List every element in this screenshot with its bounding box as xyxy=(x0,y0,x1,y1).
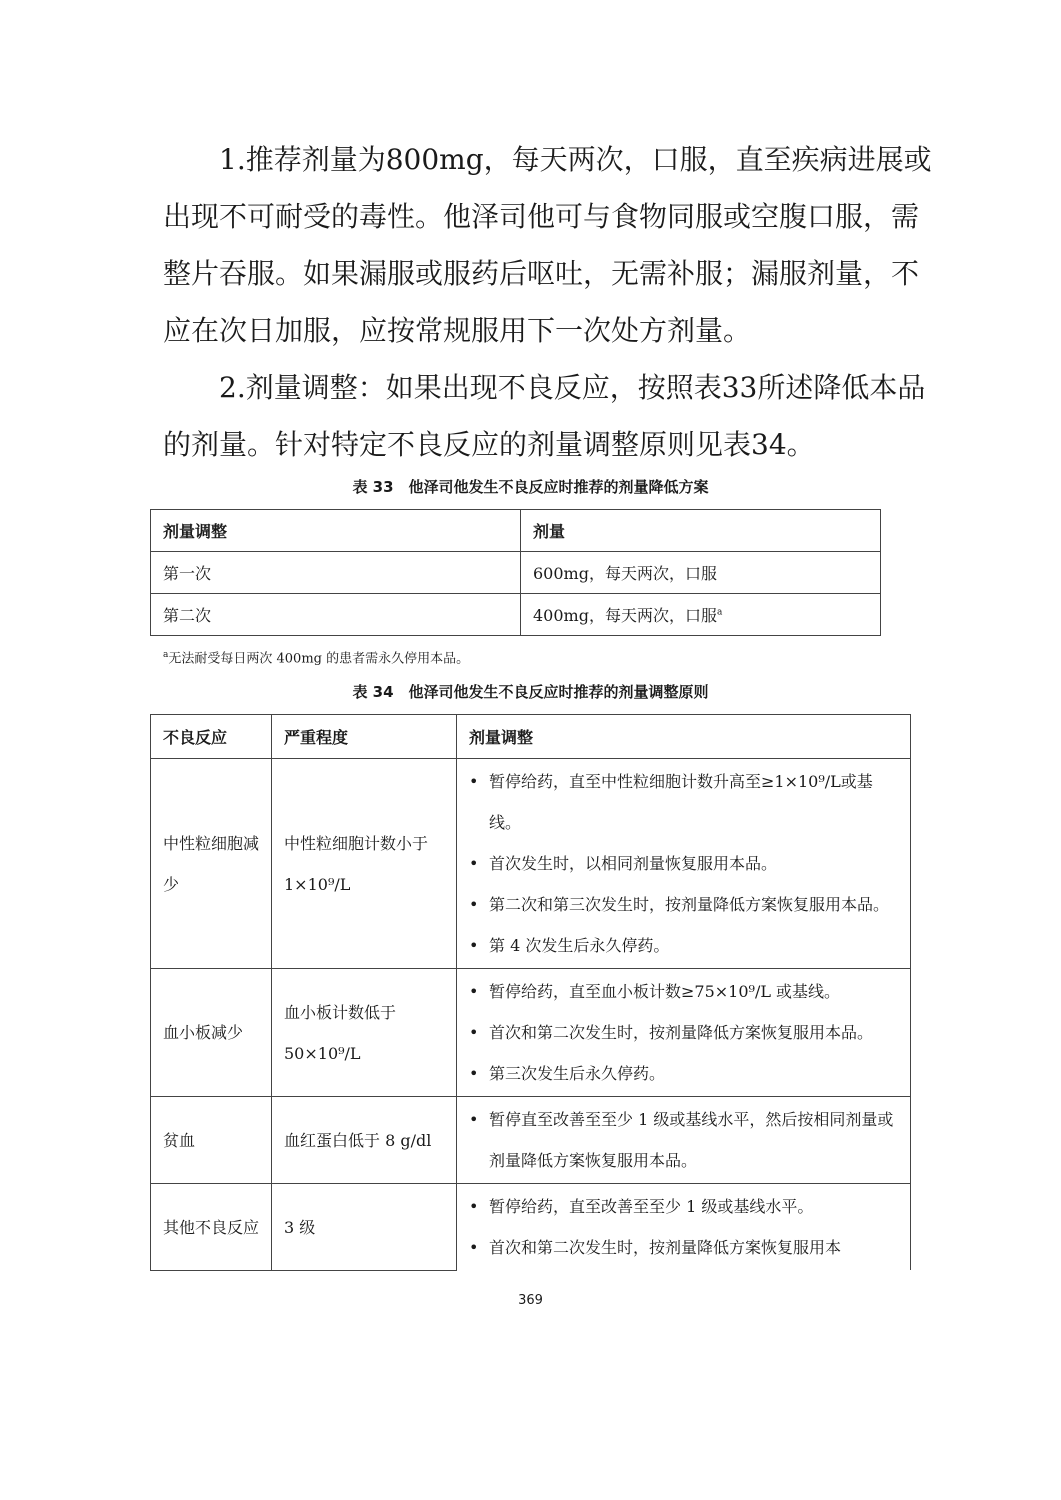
paragraph-text: 2.剂量调整：如果出现不良反应，按照表33所述降低本品的剂量。针对特定不良反应的剂量调整原则见表34。 xyxy=(163,371,926,461)
footnote-marker: a xyxy=(163,650,169,660)
table-row xyxy=(151,969,911,1097)
severity-cell: 中性粒细胞计数小于 1×10⁹/L xyxy=(272,759,457,969)
action-item: • 第 4 次发生后永久停药。 xyxy=(469,925,898,966)
paragraph-text: 1.推荐剂量为800mg，每天两次，口服，直至疾病进展或出现不可耐受的毒性。他泽司他可与食物同服或空腹口服，需整片吞服。如果漏服或服药后呕吐，无需补服；漏服剂量，不应在次日加服，应按常规服用下一次处方剂量。 xyxy=(163,143,932,347)
table-header-row xyxy=(151,510,881,552)
header-cell: 剂量 xyxy=(521,510,881,552)
table33 xyxy=(150,509,881,636)
action-item: • 暂停给药，直至改善至至少 1 级或基线水平。 xyxy=(469,1186,898,1227)
footnote-marker: a xyxy=(716,607,723,618)
table-row xyxy=(151,594,881,636)
table-row xyxy=(151,1184,911,1271)
cell: 第一次 xyxy=(151,552,521,594)
severity-cell: 血小板计数低于 50×10⁹/L xyxy=(272,969,457,1097)
header-cell: 剂量调整 xyxy=(151,510,521,552)
cell-text: 400mg，每天两次，口服 xyxy=(533,606,717,625)
table-row xyxy=(151,1097,911,1184)
reaction-cell: 中性粒细胞减少 xyxy=(151,759,272,969)
action-item: • 第二次和第三次发生时，按剂量降低方案恢复服用本品。 xyxy=(469,884,898,925)
action-item: • 第三次发生后永久停药。 xyxy=(469,1053,898,1094)
severity-cell: 3 级 xyxy=(272,1184,457,1271)
header-cell: 剂量调整 xyxy=(457,715,911,759)
table34-caption: 表 34 他泽司他发生不良反应时推荐的剂量调整原则 xyxy=(352,683,709,702)
cell: 600mg，每天两次，口服 xyxy=(521,552,881,594)
cell: 第二次 xyxy=(151,594,521,636)
reaction-cell: 贫血 xyxy=(151,1097,272,1184)
page-number: 369 xyxy=(518,1292,543,1308)
severity-cell: 血红蛋白低于 8 g/dl xyxy=(272,1097,457,1184)
action-item: • 暂停给药，直至血小板计数≥75×10⁹/L 或基线。 xyxy=(469,971,898,1012)
actions-cell xyxy=(457,759,911,969)
reaction-cell: 血小板减少 xyxy=(151,969,272,1097)
actions-cell xyxy=(457,969,911,1097)
table34 xyxy=(150,714,911,1271)
action-item: • 首次和第二次发生时，按剂量降低方案恢复服用本 xyxy=(469,1227,898,1268)
table-row xyxy=(151,759,911,969)
table33-footnote xyxy=(163,646,1061,668)
action-item: • 首次发生时，以相同剂量恢复服用本品。 xyxy=(469,843,898,884)
action-item: • 暂停给药，直至中性粒细胞计数升高至≥1×10⁹/L或基线。 xyxy=(469,761,898,843)
action-item: • 暂停直至改善至至少 1 级或基线水平，然后按相同剂量或剂量降低方案恢复服用本品。 xyxy=(469,1099,898,1181)
cell xyxy=(521,594,881,636)
actions-cell xyxy=(457,1184,911,1271)
header-cell: 严重程度 xyxy=(272,715,457,759)
table-header-row xyxy=(151,715,911,759)
table-row xyxy=(151,552,881,594)
actions-cell xyxy=(457,1097,911,1184)
paragraph-dose-adjustment xyxy=(163,359,933,473)
reaction-cell: 其他不良反应 xyxy=(151,1184,272,1271)
footnote-text: 无法耐受每日两次 400mg 的患者需永久停用本品。 xyxy=(168,651,470,667)
header-cell: 不良反应 xyxy=(151,715,272,759)
paragraph-recommended-dose xyxy=(163,131,933,359)
table33-caption: 表 33 他泽司他发生不良反应时推荐的剂量降低方案 xyxy=(352,478,709,496)
action-item: • 首次和第二次发生时，按剂量降低方案恢复服用本品。 xyxy=(469,1012,898,1053)
